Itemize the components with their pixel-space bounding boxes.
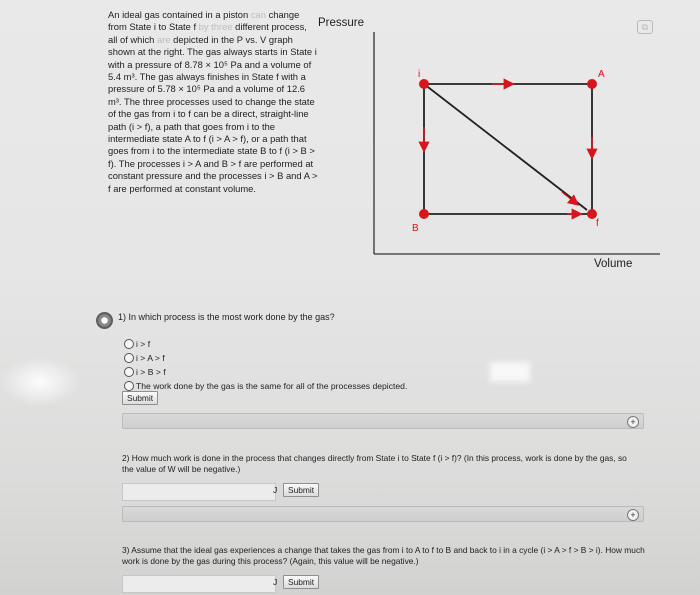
radio-i-f[interactable]	[124, 339, 134, 349]
state-i-point	[419, 79, 429, 89]
problem-description: An ideal gas contained in a piston can change from State i to State f by three different process, all of which are depicted in the P vs. V graph shown at the right. The gas always starts in State i with a pressure of 8.78 × 10⁵ Pa and a volume of 5.4 m³. The gas always finishes in State f with a pressure of 5.78 × 10⁵ Pa and a volume of 12.6 m³. The three processes used to change the state of the gas from i to f can be a direct, straight-line path (i > f), a path that goes from i to the intermediate state A to f (i > A > f), or a path that goes from i to the intermediate state B to f (i > B > f). The processes i > A and B > f are performed at constant pressure and the processes i > B and A > f are performed at constant volume.	[108, 9, 318, 194]
image-icon: ⧉	[637, 20, 653, 34]
state-A-point	[587, 79, 597, 89]
question-1-text: 1) In which process is the most work done by the gas?	[118, 312, 335, 322]
y-axis-label: Pressure	[318, 17, 365, 29]
option-i-B-f[interactable]: i > B > f	[124, 367, 166, 377]
q1-submit-button[interactable]: Submit	[122, 391, 158, 405]
state-B-point	[419, 209, 429, 219]
label-B: B	[412, 223, 419, 234]
arrow-i-f	[562, 192, 577, 204]
expand-plus-icon[interactable]: +	[627, 416, 639, 428]
label-f: f	[596, 218, 599, 229]
q2-answer-input[interactable]	[122, 483, 276, 501]
option-i-f[interactable]: i > f	[124, 339, 150, 349]
x-axis-label: Volume	[594, 258, 633, 270]
q2-unit-label: J	[273, 485, 278, 495]
option-same-work[interactable]: The work done by the gas is the same for all of the processes depicted.	[124, 381, 407, 391]
q3-answer-input[interactable]	[122, 575, 276, 593]
question-3-text: 3) Assume that the ideal gas experiences a change that takes the gas from i to A to f to B and back to i in a cycle (i > A > f > B > i). How much work is done by the gas during this process? (Again, this value will be negative.)	[122, 545, 645, 566]
radio-i-A-f[interactable]	[124, 353, 134, 363]
label-A: A	[598, 69, 605, 80]
option-i-A-f[interactable]: i > A > f	[124, 353, 165, 363]
path-i-to-f	[424, 84, 587, 210]
expand-plus-icon-2[interactable]: +	[627, 509, 639, 521]
question-divider-bar-2	[122, 506, 644, 522]
q3-unit-label: J	[273, 577, 278, 587]
q2-submit-button[interactable]: Submit	[283, 483, 319, 497]
screen-glare-small	[490, 362, 530, 382]
question-divider-bar	[122, 413, 644, 429]
label-i: i	[418, 69, 421, 80]
question-status-icon	[96, 312, 113, 329]
radio-same-work[interactable]	[124, 381, 134, 391]
screen-glare	[0, 357, 80, 407]
q3-submit-button[interactable]: Submit	[283, 575, 319, 589]
radio-i-B-f[interactable]	[124, 367, 134, 377]
pv-graph	[372, 32, 662, 262]
question-2-text: 2) How much work is done in the process that changes directly from State i to State f (i > f)? (In this process, work is done by the gas, so the value of W will be negative.)	[122, 453, 627, 474]
